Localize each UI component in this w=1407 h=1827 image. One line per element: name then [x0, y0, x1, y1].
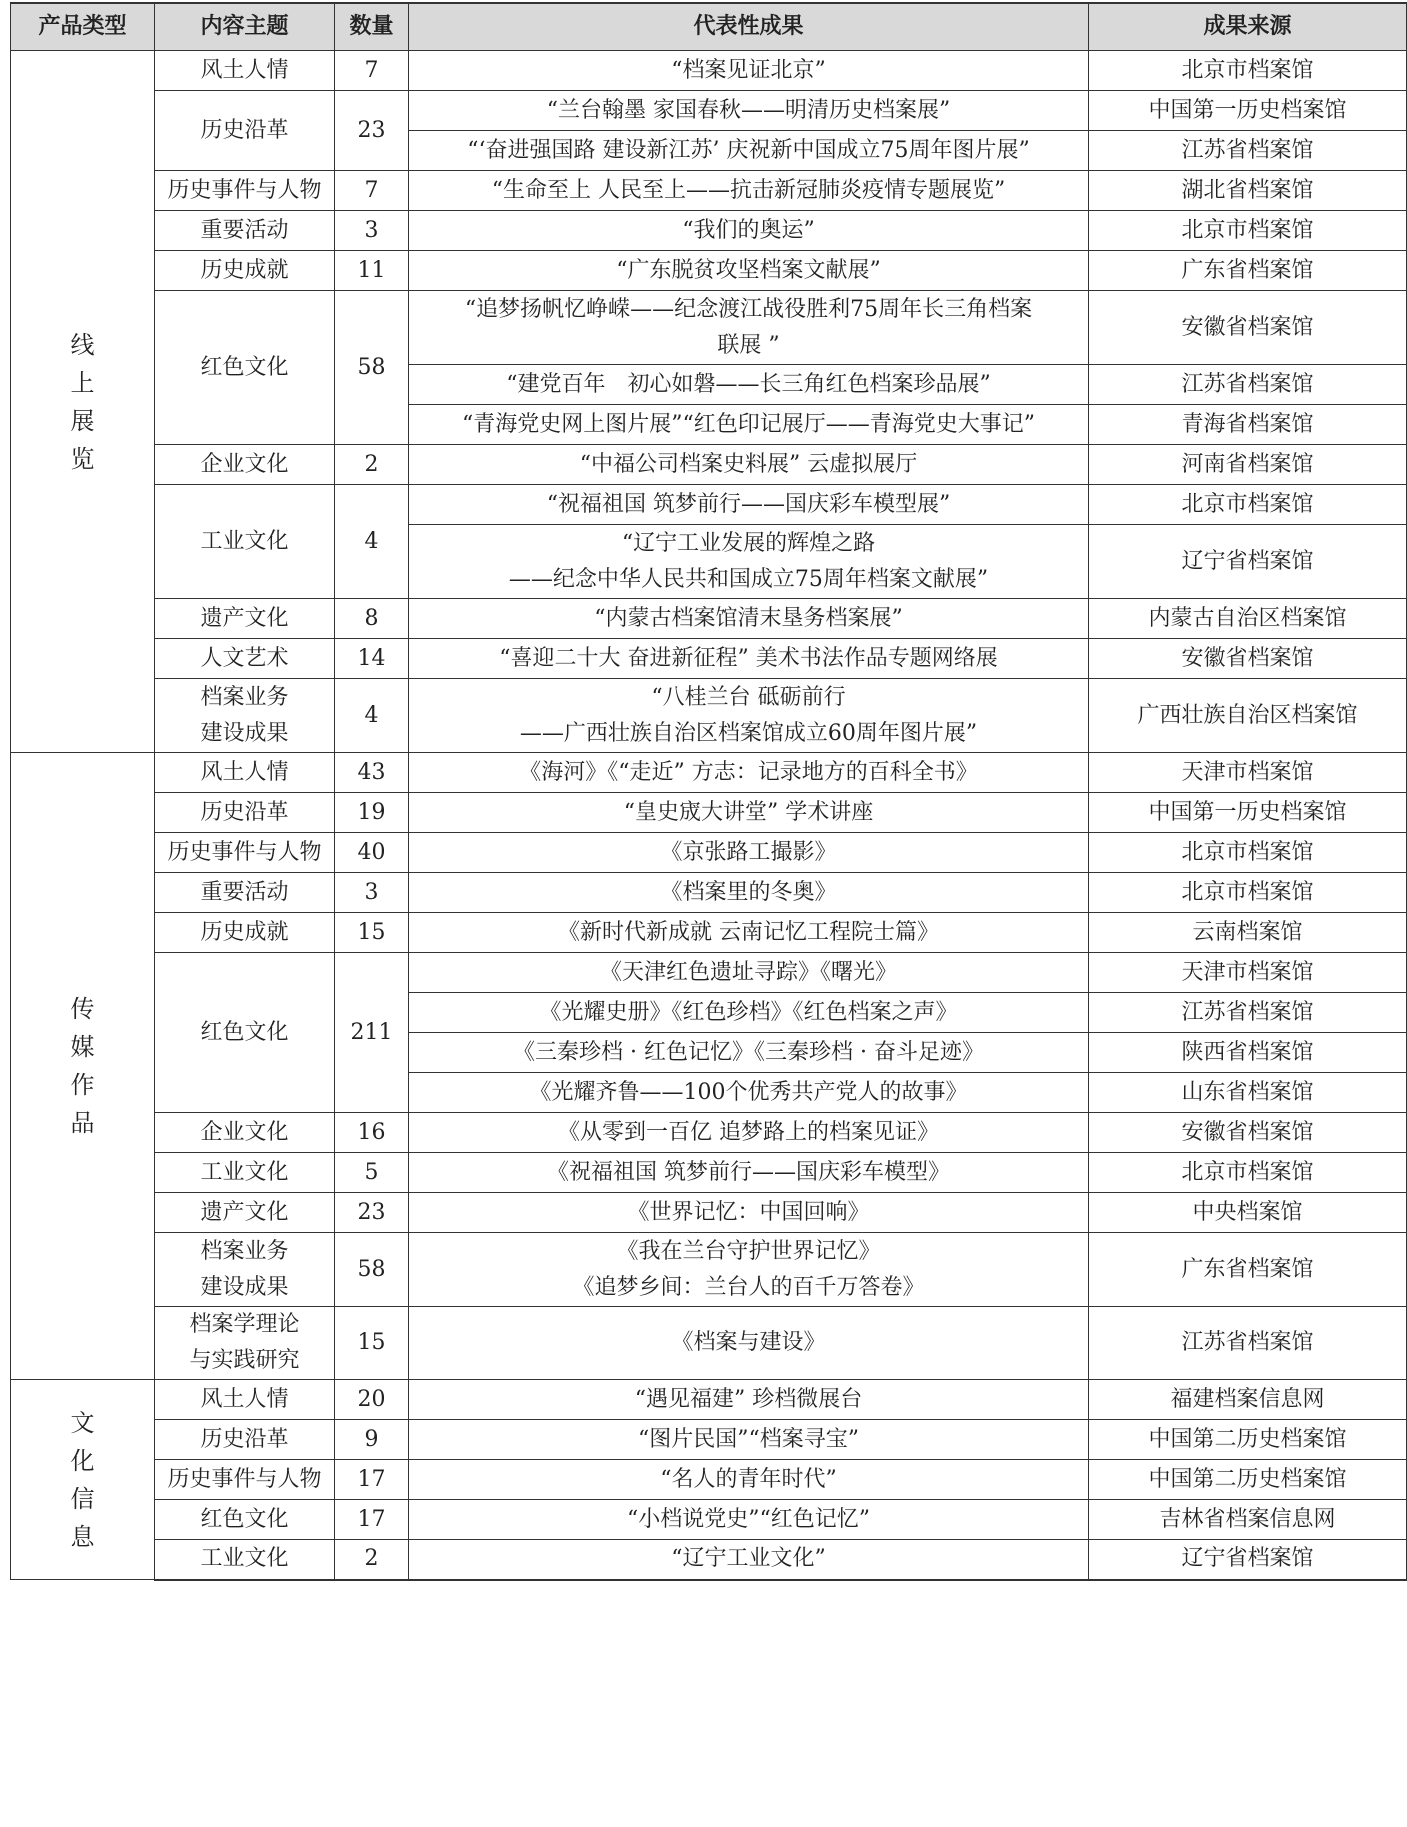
result-source-cell: 北京市档案馆 [1089, 873, 1407, 913]
representative-result-cell: “祝福祖国 筑梦前行——国庆彩车模型展” [409, 485, 1089, 525]
representative-result-cell: “追梦扬帆忆峥嵘——纪念渡江战役胜利75周年长三角档案 联展 ” [409, 291, 1089, 365]
result-source-cell: 北京市档案馆 [1089, 51, 1407, 91]
content-topic-cell: 红色文化 [155, 953, 335, 1113]
content-topic-cell: 工业文化 [155, 1540, 335, 1580]
representative-result-cell: “图片民国”“档案寻宝” [409, 1420, 1089, 1460]
representative-result-cell: 《我在兰台守护世界记忆》 《追梦乡间：兰台人的百千万答卷》 [409, 1233, 1089, 1307]
table-row [11, 1153, 1407, 1193]
table-row [11, 753, 1407, 793]
result-source-cell: 广西壮族自治区档案馆 [1089, 679, 1407, 753]
table-row [11, 913, 1407, 953]
representative-result-cell: “中福公司档案史料展” 云虚拟展厅 [409, 445, 1089, 485]
result-source-cell: 北京市档案馆 [1089, 485, 1407, 525]
content-topic-cell: 档案业务 建设成果 [155, 1233, 335, 1307]
representative-result-cell: 《光耀齐鲁——100个优秀共产党人的故事》 [409, 1073, 1089, 1113]
result-source-cell: 江苏省档案馆 [1089, 993, 1407, 1033]
representative-result-cell: “我们的奥运” [409, 211, 1089, 251]
count-cell: 23 [335, 91, 409, 171]
representative-result-cell: “建党百年 初心如磐——长三角红色档案珍品展” [409, 365, 1089, 405]
result-source-cell: 中国第一历史档案馆 [1089, 91, 1407, 131]
product-type-label: 文化信息 [70, 1408, 95, 1551]
content-topic-cell: 企业文化 [155, 1113, 335, 1153]
representative-result-cell: “内蒙古档案馆清末垦务档案展” [409, 599, 1089, 639]
product-type-label: 线上展览 [70, 330, 95, 473]
header-content-topic: 内容主题 [155, 3, 335, 51]
representative-result-cell: 《祝福祖国 筑梦前行——国庆彩车模型》 [409, 1153, 1089, 1193]
representative-result-cell: “辽宁工业文化” [409, 1540, 1089, 1580]
content-topic-cell: 遗产文化 [155, 599, 335, 639]
content-topic-cell: 历史沿革 [155, 91, 335, 171]
table-row [11, 1460, 1407, 1500]
count-cell: 15 [335, 1307, 409, 1380]
representative-result-cell: “八桂兰台 砥砺前行 ——广西壮族自治区档案馆成立60周年图片展” [409, 679, 1089, 753]
result-source-cell: 中央档案馆 [1089, 1193, 1407, 1233]
count-cell: 17 [335, 1460, 409, 1500]
table-row [11, 1113, 1407, 1153]
count-cell: 211 [335, 953, 409, 1113]
result-source-cell: 北京市档案馆 [1089, 211, 1407, 251]
representative-result-cell: “名人的青年时代” [409, 1460, 1089, 1500]
representative-result-cell: “广东脱贫攻坚档案文献展” [409, 251, 1089, 291]
count-cell: 3 [335, 873, 409, 913]
content-topic-cell: 风土人情 [155, 753, 335, 793]
representative-result-cell: 《京张路工撮影》 [409, 833, 1089, 873]
representative-result-cell: 《天津红色遗址寻踪》《曙光》 [409, 953, 1089, 993]
content-topic-cell: 风土人情 [155, 51, 335, 91]
representative-result-cell: “档案见证北京” [409, 51, 1089, 91]
product-type-cell [11, 51, 155, 753]
result-source-cell: 安徽省档案馆 [1089, 1113, 1407, 1153]
representative-result-cell: “生命至上 人民至上——抗击新冠肺炎疫情专题展览” [409, 171, 1089, 211]
result-source-cell: 河南省档案馆 [1089, 445, 1407, 485]
table-row [11, 1380, 1407, 1420]
count-cell: 4 [335, 485, 409, 599]
result-source-cell: 天津市档案馆 [1089, 953, 1407, 993]
count-cell: 14 [335, 639, 409, 679]
content-topic-cell: 历史事件与人物 [155, 171, 335, 211]
result-source-cell: 中国第二历史档案馆 [1089, 1460, 1407, 1500]
content-topic-cell: 工业文化 [155, 485, 335, 599]
representative-result-cell: “兰台翰墨 家国春秋——明清历史档案展” [409, 91, 1089, 131]
content-topic-cell: 历史沿革 [155, 793, 335, 833]
table-row [11, 445, 1407, 485]
result-source-cell: 江苏省档案馆 [1089, 365, 1407, 405]
result-source-cell: 青海省档案馆 [1089, 405, 1407, 445]
count-cell: 11 [335, 251, 409, 291]
representative-result-cell: “喜迎二十大 奋进新征程” 美术书法作品专题网络展 [409, 639, 1089, 679]
count-cell: 2 [335, 445, 409, 485]
product-type-cell [11, 753, 155, 1380]
representative-result-cell: 《档案里的冬奥》 [409, 873, 1089, 913]
result-source-cell: 安徽省档案馆 [1089, 291, 1407, 365]
result-source-cell: 安徽省档案馆 [1089, 639, 1407, 679]
table-row [11, 679, 1407, 753]
representative-result-cell: “小档说党史”“红色记忆” [409, 1500, 1089, 1540]
table-row [11, 953, 1407, 993]
count-cell: 7 [335, 51, 409, 91]
count-cell: 2 [335, 1540, 409, 1580]
table-row [11, 1500, 1407, 1540]
table-row [11, 291, 1407, 365]
result-source-cell: 北京市档案馆 [1089, 1153, 1407, 1193]
table-row [11, 873, 1407, 913]
content-topic-cell: 风土人情 [155, 1380, 335, 1420]
result-source-cell: 辽宁省档案馆 [1089, 525, 1407, 599]
content-topic-cell: 人文艺术 [155, 639, 335, 679]
result-source-cell: 吉林省档案信息网 [1089, 1500, 1407, 1540]
table-row [11, 1420, 1407, 1460]
representative-result-cell: 《海河》《“走近” 方志：记录地方的百科全书》 [409, 753, 1089, 793]
content-topic-cell: 历史事件与人物 [155, 1460, 335, 1500]
result-source-cell: 山东省档案馆 [1089, 1073, 1407, 1113]
count-cell: 40 [335, 833, 409, 873]
count-cell: 20 [335, 1380, 409, 1420]
header-row [11, 3, 1407, 51]
content-topic-cell: 重要活动 [155, 211, 335, 251]
representative-result-cell: “遇见福建” 珍档微展台 [409, 1380, 1089, 1420]
result-source-cell: 广东省档案馆 [1089, 1233, 1407, 1307]
table-row [11, 211, 1407, 251]
result-source-cell: 内蒙古自治区档案馆 [1089, 599, 1407, 639]
product-type-cell [11, 1380, 155, 1580]
header-result-source: 成果来源 [1089, 3, 1407, 51]
archive-products-table [10, 2, 1407, 1581]
content-topic-cell: 历史成就 [155, 251, 335, 291]
content-topic-cell: 历史沿革 [155, 1420, 335, 1460]
representative-result-cell: 《世界记忆：中国回响》 [409, 1193, 1089, 1233]
representative-result-cell: 《三秦珍档 · 红色记忆》《三秦珍档 · 奋斗足迹》 [409, 1033, 1089, 1073]
result-source-cell: 中国第一历史档案馆 [1089, 793, 1407, 833]
content-topic-cell: 档案业务 建设成果 [155, 679, 335, 753]
header-representative-result: 代表性成果 [409, 3, 1089, 51]
table-row [11, 485, 1407, 525]
result-source-cell: 福建档案信息网 [1089, 1380, 1407, 1420]
count-cell: 3 [335, 211, 409, 251]
representative-result-cell: “辽宁工业发展的辉煌之路 ——纪念中华人民共和国成立75周年档案文献展” [409, 525, 1089, 599]
content-topic-cell: 企业文化 [155, 445, 335, 485]
count-cell: 9 [335, 1420, 409, 1460]
representative-result-cell: “‘奋进强国路 建设新江苏’ 庆祝新中国成立75周年图片展” [409, 131, 1089, 171]
representative-result-cell: “青海党史网上图片展”“红色印记展厅——青海党史大事记” [409, 405, 1089, 445]
table-wrapper [10, 2, 1406, 1581]
product-type-label: 传媒作品 [70, 995, 95, 1137]
table-row [11, 1193, 1407, 1233]
content-topic-cell: 红色文化 [155, 291, 335, 445]
table-row [11, 91, 1407, 131]
result-source-cell: 广东省档案馆 [1089, 251, 1407, 291]
content-topic-cell: 重要活动 [155, 873, 335, 913]
count-cell: 7 [335, 171, 409, 211]
table-row [11, 51, 1407, 91]
representative-result-cell: 《从零到一百亿 追梦路上的档案见证》 [409, 1113, 1089, 1153]
result-source-cell: 云南档案馆 [1089, 913, 1407, 953]
table-body [11, 51, 1407, 1580]
count-cell: 58 [335, 291, 409, 445]
content-topic-cell: 工业文化 [155, 1153, 335, 1193]
representative-result-cell: “皇史宬大讲堂” 学术讲座 [409, 793, 1089, 833]
count-cell: 5 [335, 1153, 409, 1193]
representative-result-cell: 《新时代新成就 云南记忆工程院士篇》 [409, 913, 1089, 953]
content-topic-cell: 历史事件与人物 [155, 833, 335, 873]
count-cell: 4 [335, 679, 409, 753]
result-source-cell: 北京市档案馆 [1089, 833, 1407, 873]
table-row [11, 599, 1407, 639]
count-cell: 17 [335, 1500, 409, 1540]
count-cell: 15 [335, 913, 409, 953]
table-row [11, 171, 1407, 211]
table-row [11, 833, 1407, 873]
count-cell: 19 [335, 793, 409, 833]
result-source-cell: 中国第二历史档案馆 [1089, 1420, 1407, 1460]
result-source-cell: 江苏省档案馆 [1089, 1307, 1407, 1380]
header-count: 数量 [335, 3, 409, 51]
result-source-cell: 江苏省档案馆 [1089, 131, 1407, 171]
representative-result-cell: 《光耀史册》《红色珍档》《红色档案之声》 [409, 993, 1089, 1033]
count-cell: 8 [335, 599, 409, 639]
count-cell: 58 [335, 1233, 409, 1307]
content-topic-cell: 红色文化 [155, 1500, 335, 1540]
result-source-cell: 天津市档案馆 [1089, 753, 1407, 793]
content-topic-cell: 历史成就 [155, 913, 335, 953]
result-source-cell: 陕西省档案馆 [1089, 1033, 1407, 1073]
table-row [11, 639, 1407, 679]
result-source-cell: 湖北省档案馆 [1089, 171, 1407, 211]
content-topic-cell: 档案学理论 与实践研究 [155, 1307, 335, 1380]
count-cell: 16 [335, 1113, 409, 1153]
count-cell: 43 [335, 753, 409, 793]
content-topic-cell: 遗产文化 [155, 1193, 335, 1233]
result-source-cell: 辽宁省档案馆 [1089, 1540, 1407, 1580]
header-product-type: 产品类型 [11, 3, 155, 51]
table-row [11, 793, 1407, 833]
count-cell: 23 [335, 1193, 409, 1233]
table-row [11, 1233, 1407, 1307]
table-row [11, 1540, 1407, 1580]
table-row [11, 251, 1407, 291]
table-row [11, 1307, 1407, 1380]
representative-result-cell: 《档案与建设》 [409, 1307, 1089, 1380]
